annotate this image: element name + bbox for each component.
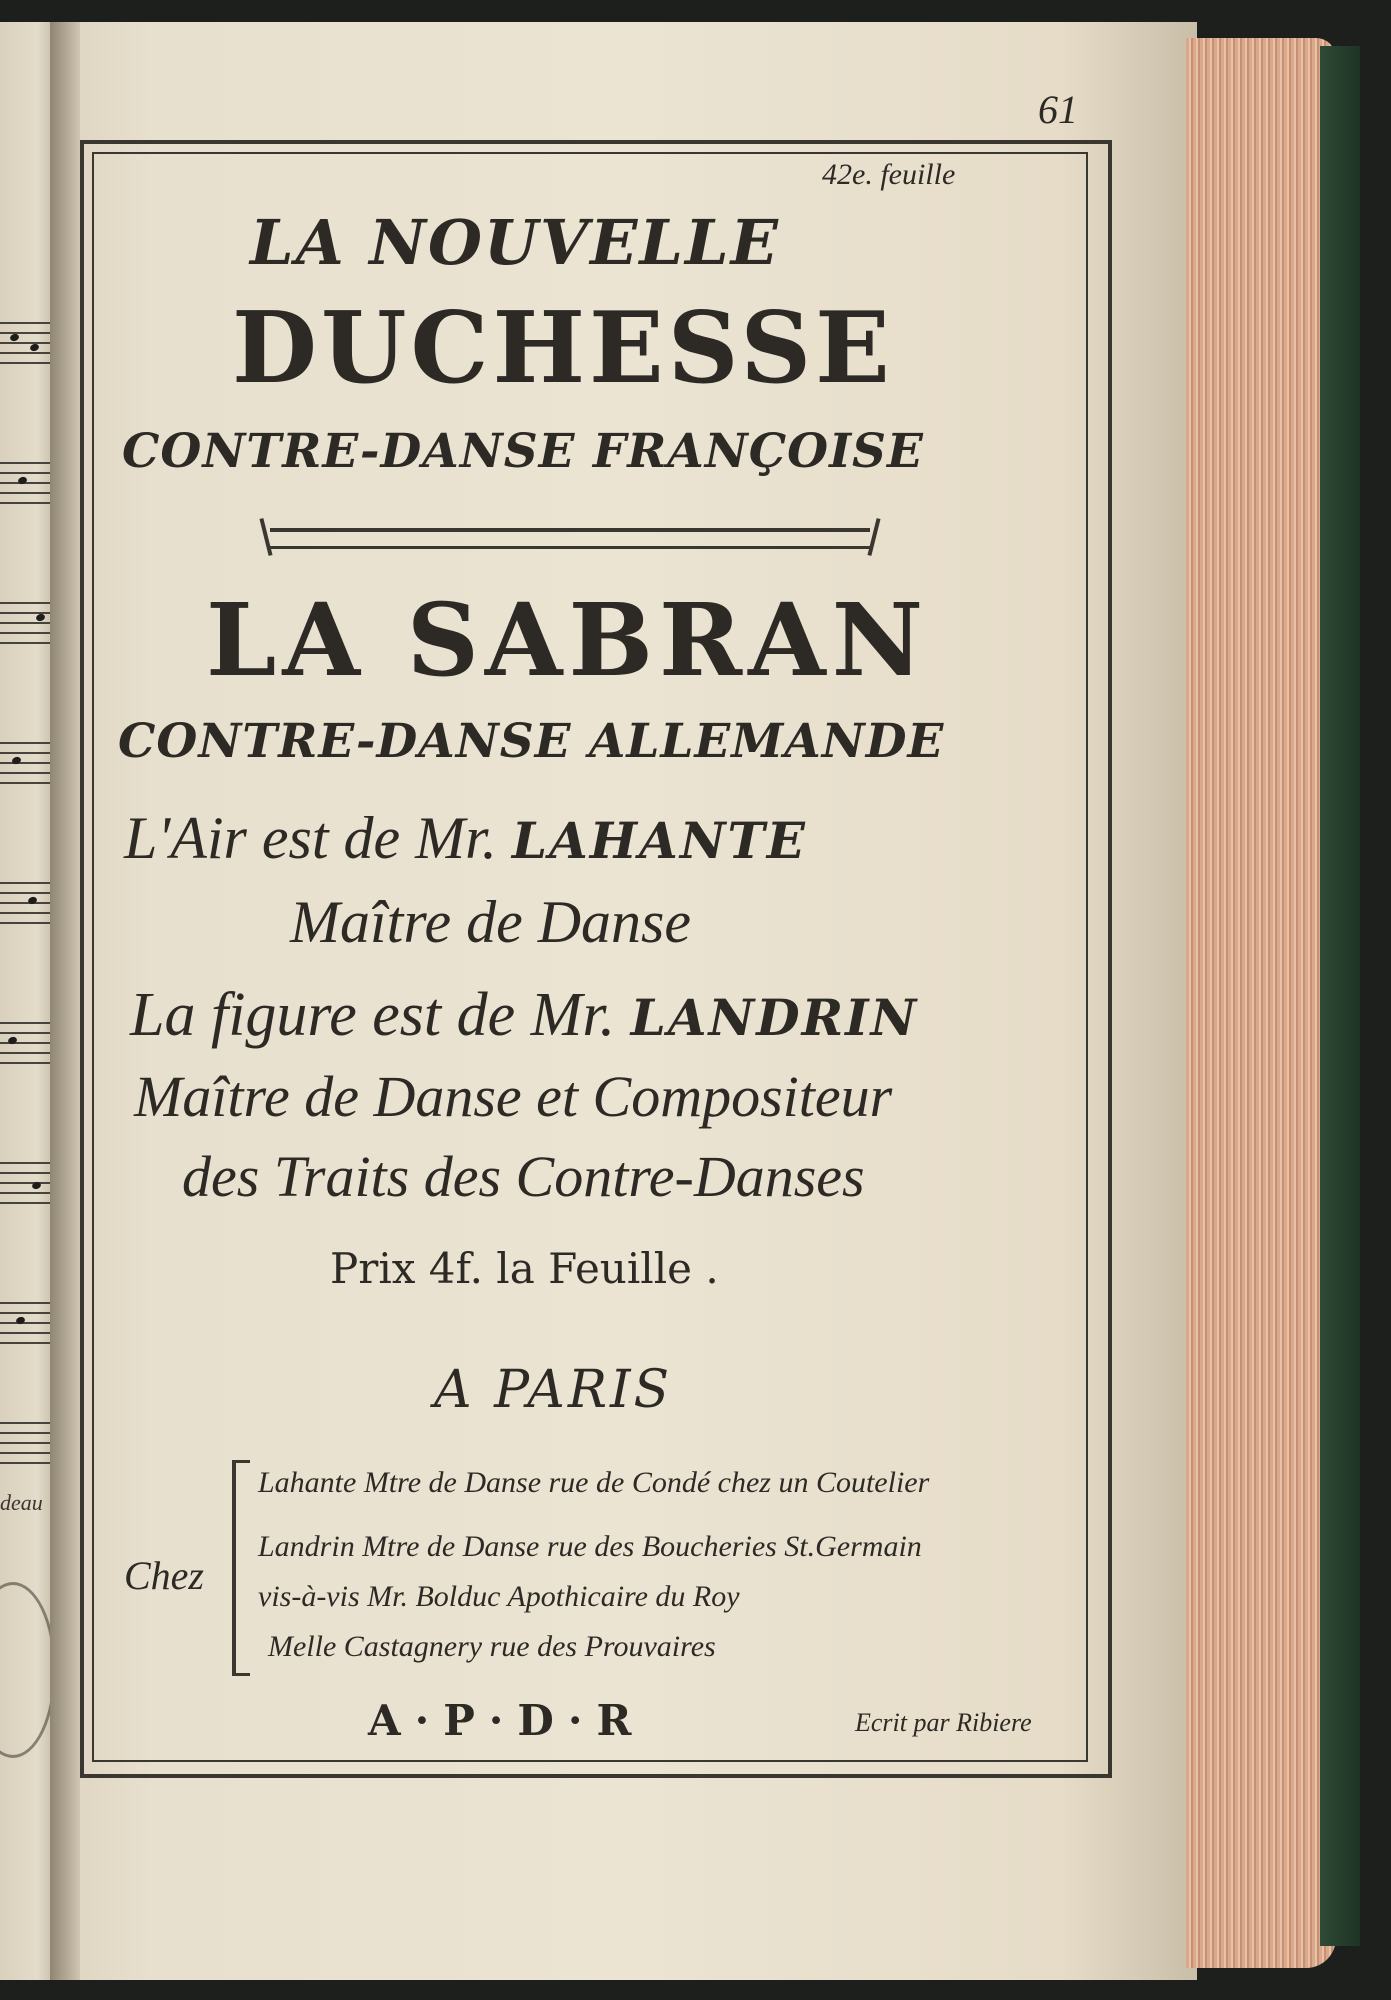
figure-role-2: des Traits des Contre-Danses (182, 1144, 865, 1209)
title-line-2: DUCHESSE (232, 291, 894, 406)
page-number: 61 (1038, 87, 1078, 132)
music-staff (0, 1422, 52, 1468)
sheet-mark: 42e. feuille (822, 158, 956, 191)
title-la-sabran: LA SABRAN (206, 581, 930, 699)
music-staff (0, 1022, 52, 1068)
subtitle-contredanse-francoise: CONTRE-DANSE FRANÇOISE (122, 424, 924, 479)
air-credit (124, 805, 807, 871)
music-staff (0, 462, 52, 508)
subtitle-contredanse-allemande: CONTRE-DANSE ALLEMANDE (118, 714, 945, 769)
privilege-mark: A·P·D·R (368, 1696, 646, 1745)
music-staff (0, 1162, 52, 1208)
music-staff (0, 1302, 52, 1348)
music-staff (0, 742, 52, 788)
music-staff (0, 322, 52, 368)
ornament (0, 1582, 56, 1758)
figure-credit (130, 981, 919, 1049)
figure-prefix: La figure est de Mr. (130, 981, 616, 1049)
left-page-text: deau (0, 1490, 43, 1515)
figure-role: Maître de Danse et Compositeur (134, 1064, 893, 1129)
page-edges (1186, 38, 1336, 1968)
address-line: Melle Castagnery rue des Prouvaires (268, 1630, 716, 1663)
music-staff (0, 602, 52, 648)
address-line: Lahante Mtre de Danse rue de Condé chez un Coutelier (258, 1466, 930, 1499)
book-cover (1320, 46, 1360, 1946)
air-prefix: L'Air est de Mr. (124, 805, 497, 871)
air-composer: LAHANTE (511, 811, 807, 870)
address-bracket (232, 1460, 250, 1676)
air-role: Maître de Danse (290, 889, 692, 955)
title-line-1: LA NOUVELLE (250, 206, 780, 279)
book-gutter (50, 22, 80, 1980)
engraver-credit: Ecrit par Ribiere (855, 1708, 1032, 1737)
price: Prix 4f. la Feuille . (330, 1244, 719, 1293)
address-line: Landrin Mtre de Danse rue des Boucheries St.Germain (258, 1530, 922, 1563)
figure-composer: LANDRIN (630, 988, 919, 1047)
decorative-rule (270, 528, 870, 549)
chez-label: Chez (124, 1553, 204, 1598)
music-staff (0, 882, 52, 928)
city: A PARIS (434, 1360, 673, 1420)
address-line: vis-à-vis Mr. Bolduc Apothicaire du Roy (258, 1580, 740, 1613)
